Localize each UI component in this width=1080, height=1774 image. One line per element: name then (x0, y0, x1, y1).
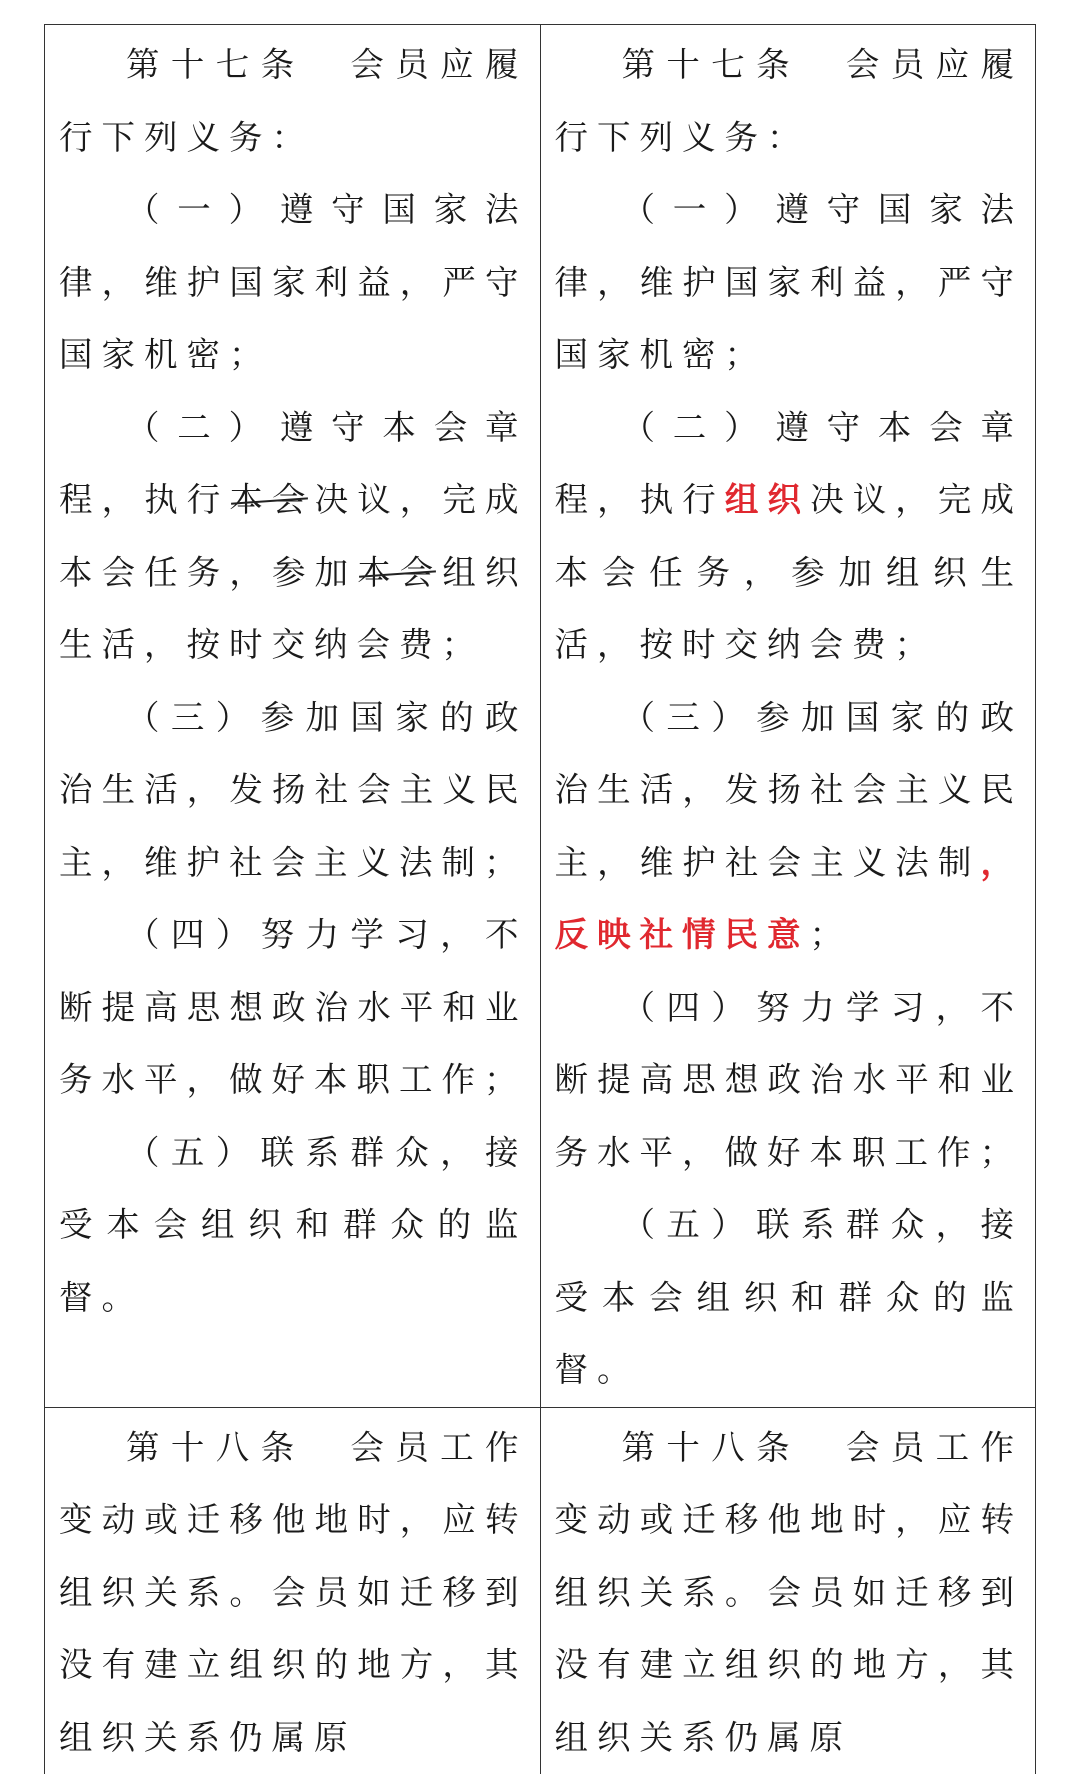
article-18-revised-text: 第十八条 会员工作变动或迁移他地时，应转组织关系。会员如迁移到没有建立组织的地方，其组织关系仍属原 (555, 1412, 1024, 1774)
item-2-text-a: （二）遵守本会章程，执行 (555, 408, 1024, 520)
article-17-heading-original: 第十七条 会员应履行下列义务： (59, 29, 528, 174)
article-17-item-3-revised (555, 682, 1024, 972)
article-17-item-5-original: （五）联系群众，接受本会组织和群众的监督。 (59, 1117, 528, 1335)
article-18-revised-cell (540, 1407, 1036, 1774)
inserted-text-2: ，反映社情民意 (555, 843, 1024, 955)
article-17-heading-revised: 第十七条 会员应履行下列义务： (555, 29, 1024, 174)
article-17-revised-cell (540, 25, 1036, 1408)
article-17-row (45, 25, 1036, 1408)
article-17-item-1-revised: （一）遵守国家法律，维护国家利益，严守国家机密； (555, 174, 1024, 392)
article-17-item-4-revised: （四）努力学习，不断提高思想政治水平和业务水平，做好本职工作； (555, 972, 1024, 1190)
deleted-text-1: 本会 (229, 480, 314, 519)
article-17-item-5-revised: （五）联系群众，接受本会组织和群众的监督。 (555, 1189, 1024, 1407)
item-2-text-b: 决议，完成本会任务，参加组织生活，按时交纳会费； (555, 480, 1024, 664)
article-17-item-2-revised (555, 392, 1024, 682)
inserted-text-1: 组织 (725, 480, 810, 519)
item-2-text-c: 组织生活，按时交纳会费； (59, 553, 528, 665)
item-2-text-a: （二）遵守本会章程，执行 (59, 408, 528, 520)
article-17-original-cell (45, 25, 541, 1408)
item-3-text-a: （三）参加国家的政治生活，发扬社会主义民主，维护社会主义法制 (555, 698, 1024, 882)
article-17-item-1-original: （一）遵守国家法律，维护国家利益，严守国家机密； (59, 174, 528, 392)
deleted-text-2: 本会 (357, 553, 442, 592)
comparison-table (44, 24, 1036, 1774)
article-17-item-3-original: （三）参加国家的政治生活，发扬社会主义民主，维护社会主义法制； (59, 682, 528, 900)
article-17-item-4-original: （四）努力学习，不断提高思想政治水平和业务水平，做好本职工作； (59, 899, 528, 1117)
item-2-text-b: 决议，完成本会任务，参加 (59, 480, 528, 592)
article-18-row (45, 1407, 1036, 1774)
article-18-original-text: 第十八条 会员工作变动或迁移他地时，应转组织关系。会员如迁移到没有建立组织的地方，其组织关系仍属原 (59, 1412, 528, 1774)
article-17-item-2-original (59, 392, 528, 682)
article-18-original-cell (45, 1407, 541, 1774)
item-3-text-b: ； (810, 915, 853, 954)
